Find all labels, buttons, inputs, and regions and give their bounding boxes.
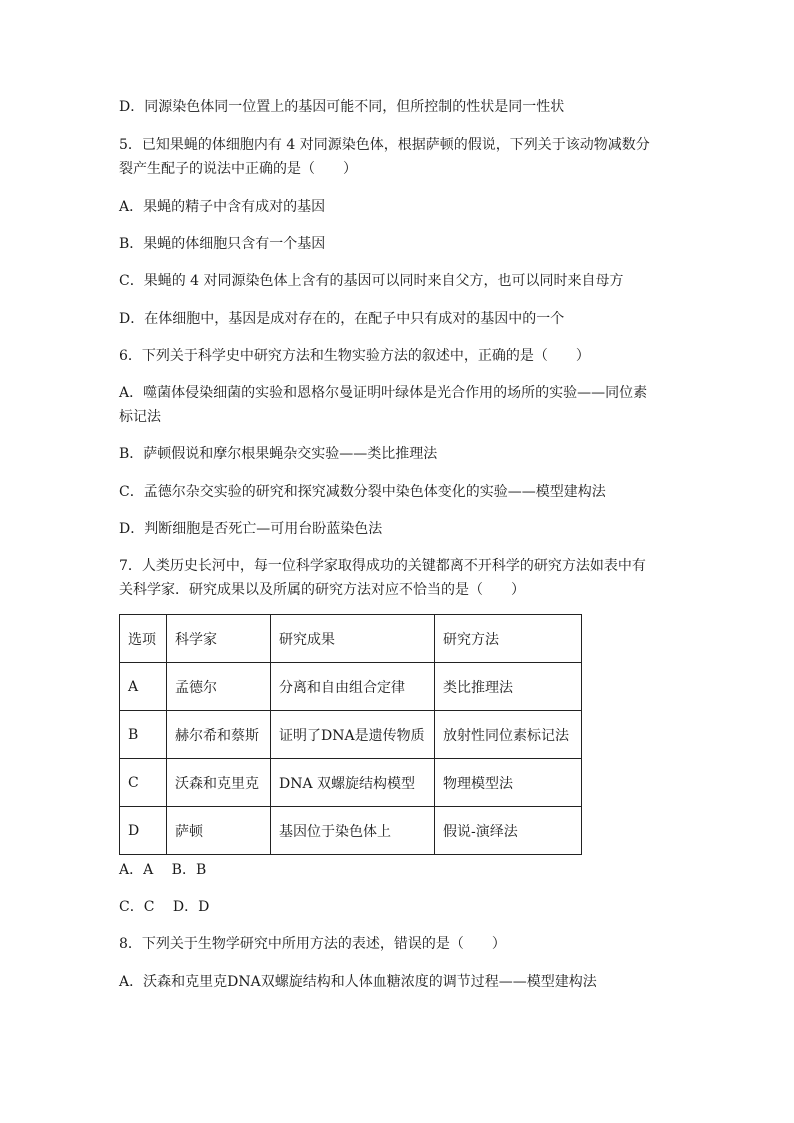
q6-option-a-line1: A．噬菌体侵染细菌的实验和恩格尔曼证明叶绿体是光合作用的场所的实验——同位素 (119, 385, 648, 401)
table-cell: B (120, 711, 167, 759)
q5-option-b: B．果蝇的体细胞只含有一个基因 (119, 236, 326, 252)
table-cell: 放射性同位素标记法 (435, 711, 582, 759)
table-header-cell: 研究方法 (435, 615, 582, 663)
table-row (120, 807, 582, 855)
table-cell: A (120, 663, 167, 711)
q8-option-a: A．沃森和克里克DNA双螺旋结构和人体血糖浓度的调节过程——模型建构法 (119, 974, 597, 990)
q7-table (119, 614, 582, 855)
table-cell: D (120, 807, 167, 855)
table-cell: 沃森和克里克 (167, 759, 271, 807)
q7-options-cd: C．C D．D (119, 899, 210, 915)
table-cell: C (120, 759, 167, 807)
q6-option-a-line2: 标记法 (119, 409, 161, 425)
table-row (120, 663, 582, 711)
table-cell: 证明了DNA是遗传物质 (271, 711, 435, 759)
table-header-row (120, 615, 582, 663)
q7-stem-line1: 7．人类历史长河中，每一位科学家取得成功的关键都离不开科学的研究方法如表中有 (119, 558, 646, 574)
table-cell: 孟德尔 (167, 663, 271, 711)
table-row (120, 711, 582, 759)
q7-options-ab: A．A B．B (119, 862, 207, 878)
q6-option-b: B．萨顿假说和摩尔根果蝇杂交实验——类比推理法 (119, 446, 438, 462)
q5-option-a: A．果蝇的精子中含有成对的基因 (119, 199, 326, 215)
q5-option-d: D．在体细胞中，基因是成对存在的，在配子中只有成对的基因中的一个 (119, 311, 565, 327)
table-cell: 基因位于染色体上 (271, 807, 435, 855)
table-cell: 类比推理法 (435, 663, 582, 711)
table-cell: 萨顿 (167, 807, 271, 855)
q6-option-d: D．判断细胞是否死亡—可用台盼蓝染色法 (119, 521, 383, 537)
q6-option-c: C．孟德尔杂交实验的研究和探究减数分裂中染色体变化的实验——模型建构法 (119, 484, 606, 500)
table-header-cell: 选项 (120, 615, 167, 663)
table-cell: 假说-演绎法 (435, 807, 582, 855)
q7-stem-line2: 关科学家．研究成果以及所属的研究方法对应不恰当的是（ ） (119, 582, 525, 598)
q5-stem-line2: 裂产生配子的说法中正确的是（ ） (119, 161, 357, 177)
q6-stem: 6．下列关于科学史中研究方法和生物实验方法的叙述中，正确的是（ ） (119, 348, 590, 364)
table-header-cell: 研究成果 (271, 615, 435, 663)
table-cell: 物理模型法 (435, 759, 582, 807)
table-header-cell: 科学家 (167, 615, 271, 663)
q8-stem: 8．下列关于生物学研究中所用方法的表述，错误的是（ ） (119, 936, 506, 952)
q5-option-c: C．果蝇的 4 对同源染色体上含有的基因可以同时来自父方，也可以同时来自母方 (119, 273, 624, 289)
table-row (120, 759, 582, 807)
q5-stem-line1: 5．已知果蝇的体细胞内有 4 对同源染色体，根据萨顿的假说，下列关于该动物减数分 (119, 137, 650, 153)
table-cell: 分离和自由组合定律 (271, 663, 435, 711)
table-cell: 赫尔希和蔡斯 (167, 711, 271, 759)
table-cell: DNA 双螺旋结构模型 (271, 759, 435, 807)
q4-option-d: D．同源染色体同一位置上的基因可能不同，但所控制的性状是同一性状 (119, 99, 565, 115)
